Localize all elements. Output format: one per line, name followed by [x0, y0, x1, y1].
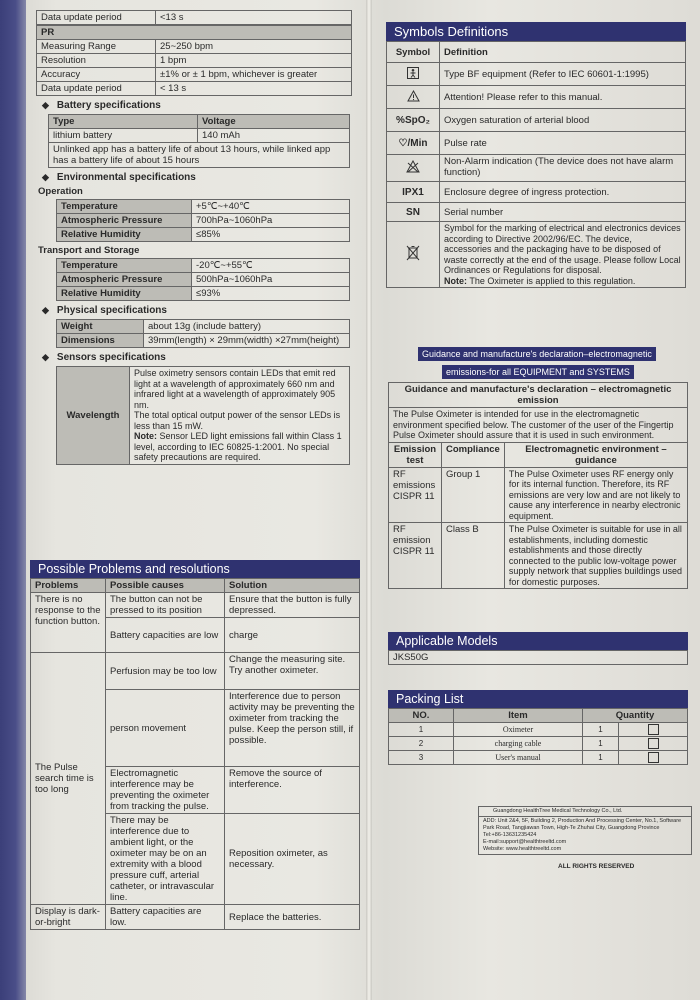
battery-note: Unlinked app has a battery life of about 13 hours, while linked app has a battery life of about 15 hours [49, 143, 350, 168]
checkbox-icon [648, 738, 659, 749]
emc-col-test: Emission test [389, 442, 442, 467]
problem-2-solution-1: Change the measuring site. Try another oximeter. [225, 653, 360, 690]
emc-banner-line1: Guidance and manufacture's declaration–electromagnetic [418, 347, 656, 361]
models-value: JKS50G [389, 651, 688, 665]
env-row-value: ≤93% [192, 287, 350, 301]
env-row-value: +5℃~+40℃ [192, 200, 350, 214]
problems-col-solution: Solution [225, 579, 360, 593]
emc-row-env: The Pulse Oximeter is suitable for use in all establishments, including domestic establishments and those directly connected to the public low-voltage power supply network that supplies buildings used for domestic purposes. [504, 523, 687, 589]
models-title: Applicable Models [388, 632, 688, 650]
left-column [36, 10, 352, 465]
sensors-heading: ◆ Sensors specifications [42, 352, 352, 363]
symbol-cell: ♡/Min [387, 132, 440, 155]
pr-row-label: Data update period [37, 82, 156, 96]
pr-title: PR [37, 26, 352, 40]
weee-text: Symbol for the marking of electrical and electronics devices according to Directive 2002/96/EC. The device, accessories and the packaging have to be disposed of waste correctly at the end of the usage. Please follow Local Ordinances or Regulations for disposal. [444, 223, 681, 275]
problem-2-cause-1: Perfusion may be too low [106, 653, 225, 690]
emc-row-env: The Pulse Oximeter uses RF energy only for its internal function. Therefore, its RF emissions are very low and are not likely to cause any interference in nearby electronic equipment. [504, 467, 687, 523]
emc-banner-line2: emissions-for all EQUIPMENT and SYSTEMS [442, 365, 634, 379]
emc-row-test: RF emission CISPR 11 [389, 523, 442, 589]
sensors-note: Sensor LED light emissions fall within Class 1 level, according to IEC 60825-1:2001. No special safety precautions are required. [134, 431, 342, 462]
problem-2-solution-3: Remove the source of interference. [225, 767, 360, 814]
environment-heading: ◆ Environmental specifications [42, 172, 352, 183]
problems-table [30, 578, 360, 930]
pr-row-label: Measuring Range [37, 40, 156, 54]
checkbox-icon [648, 724, 659, 735]
env-row-label: Relative Humidity [57, 287, 192, 301]
transport-label: Transport and Storage [38, 245, 140, 256]
problem-3-cause-1: Battery capacities are low. [106, 905, 225, 930]
weee-note: The Oximeter is applied to this regulation. [467, 275, 636, 286]
physical-table [56, 319, 350, 348]
emc-col-env: Electromagnetic environment – guidance [504, 442, 687, 467]
pr-row-value: ±1% or ± 1 bpm, whichever is greater [156, 68, 352, 82]
problem-1: There is no response to the function button. [31, 593, 106, 653]
emc-row-test: RF emissions CISPR 11 [389, 467, 442, 523]
battery-heading: ◆ Battery specifications [42, 100, 352, 111]
packing-row-check [619, 723, 688, 737]
problem-1-cause-2: Battery capacities are low [106, 618, 225, 653]
symbol-cell [387, 86, 440, 109]
physical-row-label: Dimensions [57, 334, 144, 348]
packing-col-no: NO. [389, 709, 454, 723]
manufacturer-email: E-mail:support@healthtreeltd.com [483, 839, 567, 845]
pr-row-value: 1 bpm [156, 54, 352, 68]
battery-col-type: Type [49, 115, 198, 129]
env-row-label: Temperature [57, 200, 192, 214]
symbol-definition: Pulse rate [440, 132, 686, 155]
packing-row-item: charging cable [454, 737, 583, 751]
problems-title: Possible Problems and resolutions [30, 560, 360, 578]
emc-table-title: Guidance and manufacture's declaration – electromagnetic emission [389, 383, 688, 408]
packing-row-qty: 1 [583, 751, 619, 765]
emc-section [388, 344, 688, 589]
emc-table [388, 382, 688, 589]
pr-row-value: 25~250 bpm [156, 40, 352, 54]
packing-row-qty: 1 [583, 723, 619, 737]
rights-reserved: ALL RIGHTS RESERVED [558, 863, 635, 870]
person-in-box-icon [407, 67, 419, 79]
packing-table [388, 708, 688, 765]
problem-2-cause-2: person movement [106, 690, 225, 767]
problem-1-solution-2: charge [225, 618, 360, 653]
sensors-table [56, 366, 350, 465]
problems-col-causes: Possible causes [106, 579, 225, 593]
symbols-table [386, 41, 686, 288]
problems-col-problems: Problems [31, 579, 106, 593]
env-row-value: 700hPa~1060hPa [192, 214, 350, 228]
symbol-definition: Serial number [440, 203, 686, 222]
symbol-definition: Type BF equipment (Refer to IEC 60601-1:1995) [440, 63, 686, 86]
problem-1-cause-1: The button can not be pressed to its position [106, 593, 225, 618]
operation-label: Operation [38, 186, 83, 197]
symbol-cell [387, 222, 440, 288]
symbols-col-definition: Definition [440, 42, 686, 63]
symbol-definition: Oxygen saturation of arterial blood [440, 109, 686, 132]
env-row-label: Atmospheric Pressure [57, 214, 192, 228]
pr-top-value: <13 s [156, 11, 352, 25]
manufacturer-table [478, 806, 692, 855]
packing-col-qty: Quantity [583, 709, 688, 723]
symbol-cell: SN [387, 203, 440, 222]
pr-row-value: < 13 s [156, 82, 352, 96]
manufacturer-company: Guangdong HealthTree Medical Technology Co., Ltd. [479, 807, 692, 817]
battery-voltage-value: 140 mAh [198, 129, 350, 143]
packing-row-check [619, 751, 688, 765]
problems-section [30, 560, 360, 930]
packing-row-qty: 1 [583, 737, 619, 751]
symbol-cell [387, 155, 440, 182]
env-row-label: Relative Humidity [57, 228, 192, 242]
weee-note-label: Note: [444, 275, 467, 286]
pr-row-label: Resolution [37, 54, 156, 68]
problem-2: The Pulse search time is too long [31, 653, 106, 905]
symbols-col-symbol: Symbol [387, 42, 440, 63]
manufacturer-tel: Tel:+86-13631235424 [483, 832, 537, 838]
models-table [388, 650, 688, 665]
sensors-label: Wavelength [57, 367, 130, 465]
transport-table [56, 258, 350, 301]
symbols-section [386, 22, 686, 288]
symbol-cell: IPX1 [387, 182, 440, 203]
problem-2-cause-4: There may be interference due to ambient light, or the oximeter may be on an extremity with a blood pressure cuff, arterial catheter, or intravascular line. [106, 814, 225, 905]
physical-row-value: about 13g (include battery) [144, 320, 350, 334]
manufacturer-section [478, 806, 692, 870]
models-section [388, 632, 688, 665]
problem-2-cause-3: Electromagnetic interference may be preventing the oximeter from tracking the pulse. [106, 767, 225, 814]
pr-table [36, 25, 352, 96]
emc-row-compliance: Class B [442, 523, 505, 589]
env-row-label: Temperature [57, 259, 192, 273]
page-crease [366, 0, 372, 1000]
packing-row-no: 1 [389, 723, 454, 737]
packing-row-check [619, 737, 688, 751]
pr-top-table [36, 10, 352, 25]
env-row-value: 500hPa~1060hPa [192, 273, 350, 287]
packing-row-item: Oximeter [454, 723, 583, 737]
symbol-definition: Attention! Please refer to this manual. [440, 86, 686, 109]
packing-title: Packing List [388, 690, 688, 708]
symbol-definition: Non-Alarm indication (The device does not have alarm function) [440, 155, 686, 182]
emc-intro: The Pulse Oximeter is intended for use in the electromagnetic environment specified below. The customer of the user of the Fingertip Pulse Oximeter should assure that it is used in such environment. [389, 408, 688, 443]
page-fold-edge [0, 0, 26, 1000]
battery-table [48, 114, 350, 168]
battery-type-value: lithium battery [49, 129, 198, 143]
warning-triangle-icon [407, 90, 420, 102]
sensors-text2: The total optical output power of the sensor LEDs is less than 15 mW. [134, 410, 341, 431]
manufacturer-website: Website: www.healthtreeltd.com [483, 846, 562, 852]
packing-row-item: User's manual [454, 751, 583, 765]
sensors-note-label: Note: [134, 431, 157, 441]
pr-top-label: Data update period [37, 11, 156, 25]
manufacturer-address: ADD: Unit 2&4, 5F, Building 2, Production And Processing Center, No.1, Software Park Road, Tangjiawan Town, High-Te Zhuhai City, Guangdong Province [483, 818, 682, 831]
symbol-definition: Enclosure degree of ingress protection. [440, 182, 686, 203]
symbol-cell: %SpO₂ [387, 109, 440, 132]
env-row-value: ≤85% [192, 228, 350, 242]
no-alarm-icon [406, 160, 420, 173]
checkbox-icon [648, 752, 659, 763]
env-row-value: -20℃~+55℃ [192, 259, 350, 273]
packing-section [388, 690, 688, 765]
packing-col-item: Item [454, 709, 583, 723]
symbols-title: Symbols Definitions [386, 22, 686, 41]
problem-3-solution-1: Replace the batteries. [225, 905, 360, 930]
emc-col-compliance: Compliance [442, 442, 505, 467]
problem-2-solution-2: Interference due to person activity may be preventing the oximeter from tracking the pulse. Keep the person still, if possible. [225, 690, 360, 767]
physical-row-label: Weight [57, 320, 144, 334]
env-row-label: Atmospheric Pressure [57, 273, 192, 287]
crossed-bin-icon [406, 245, 420, 261]
sensors-text1: Pulse oximetry sensors contain LEDs that emit red light at a wavelength of approximately 660 nm and infrared light at a wavelength of approximately 905 nm. [134, 368, 336, 410]
packing-row-no: 3 [389, 751, 454, 765]
symbol-cell [387, 63, 440, 86]
packing-row-no: 2 [389, 737, 454, 751]
physical-row-value: 39mm(length) × 29mm(width) ×27mm(height) [144, 334, 350, 348]
operation-table [56, 199, 350, 242]
emc-row-compliance: Group 1 [442, 467, 505, 523]
problem-1-solution-1: Ensure that the button is fully depressed. [225, 593, 360, 618]
physical-heading: ◆ Physical specifications [42, 305, 352, 316]
battery-col-voltage: Voltage [198, 115, 350, 129]
problem-2-solution-4: Reposition oximeter, as necessary. [225, 814, 360, 905]
problem-3: Display is dark-or-bright [31, 905, 106, 930]
pr-row-label: Accuracy [37, 68, 156, 82]
